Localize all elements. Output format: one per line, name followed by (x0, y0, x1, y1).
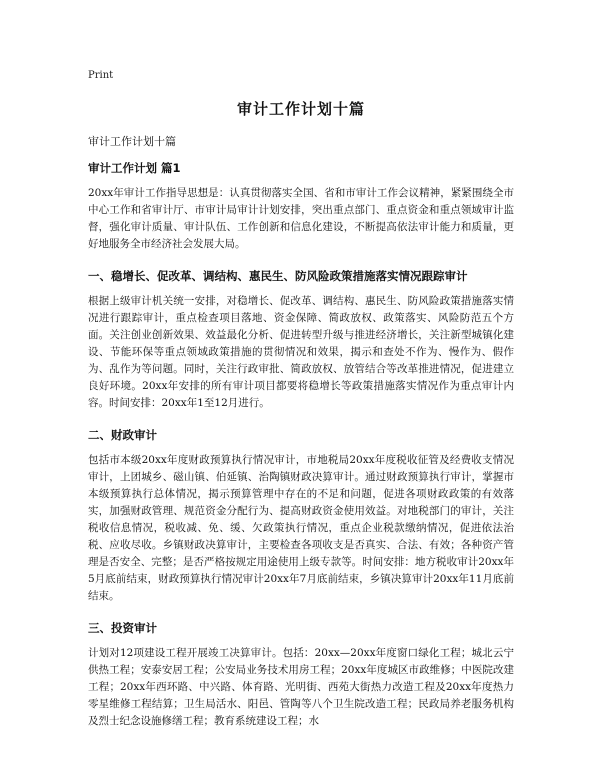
section-paragraph-2: 根据上级审计机关统一安排，对稳增长、促改革、调结构、惠民生、防风险政策措施落实情况进行跟踪审计，重点检查项目落地、资金保障、简政放权、政策落实、风险防范五个方面。关注创业创新效果、效益最化分析、促进转型升级与推进经济增长，关注新型城镇化建设、节能环保等重点领域政策措施的贯彻情况和效果，揭示和查处不作为、慢作为、假作为、乱作为等问题。同时，关注行政审批、简政放权、放管结合等改革推进情况，促进建立良好环境。20xx年安排的所有审计项目都要将稳增长等政策措施落实情况作为重点审计内容。时间安排：20xx年1至12月进行。 (88, 295, 514, 409)
document-body (88, 160, 514, 745)
section-paragraph-1: 20xx年审计工作指导思想是：认真贯彻落实全国、省和市审计工作会议精神，紧紧围绕全市中心工作和省审计厅、市审计局审计计划安排，突出重点部门、重点资金和重点领域审计监督，强化审计质量、审计队伍、工作创新和信息化建设，不断提高依法审计能力和质量，更好地服务全市经济社会发展大局。 (88, 187, 514, 250)
section-paragraph-3: 包括市本级20xx年度财政预算执行情况审计，市地税局20xx年度税收征管及经费收支情况审计，上团城乡、磁山镇、伯延镇、治陶镇财政决算审计。通过财政预算执行审计，掌握市本级预算执行总体情况，揭示预算管理中存在的不足和问题，促进各项财政政策的有效落实，加强财政管理、规范资金分配行为、提高财政资金使用效益。对地税部门的审计，关注税收信息情况，税收减、免、缓、欠政策执行情况，重点企业税款缴纳情况，促进依法治税、应收尽收。乡镇财政决算审计，主要检查各项收支是否真实、合法、有效；各种资产管理是否安全、完整；是否严格按规定用途使用上级专款等。时间安排：地方税收审计20xx年5月底前结束，财政预算执行情况审计20xx年7月底前结束，乡镇决算审计20xx年11月底前结束。 (88, 454, 514, 602)
section-heading-3: 二、财政审计 (88, 428, 157, 442)
section-heading-1: 审计工作计划 篇1 (88, 161, 181, 175)
document-subtitle: 审计工作计划十篇 (88, 135, 176, 148)
document-title: 审计工作计划十篇 (236, 100, 365, 118)
section-paragraph-4: 计划对12项建设工程开展竣工决算审计。包括：20xx—20xx年度窗口绿化工程；城北云宁供热工程；安泰安居工程；公安局业务技术用房工程；20xx年度城区市政维修；中医院改建工程；20xx年西环路、中兴路、体育路、光明街、西苑大街热力改造工程及20xx年度热力零星维修工程结算；卫生局活水、阳邑、管陶等八个卫生院改造工程；民政局养老服务机构及烈士纪念设施修缮工程；教育系统建设工程；水 (88, 647, 514, 727)
section-heading-2: 一、稳增长、促改革、调结构、惠民生、防风险政策措施落实情况跟踪审计 (88, 269, 468, 283)
print-label: Print (88, 70, 114, 81)
section-heading-4: 三、投资审计 (88, 621, 157, 635)
